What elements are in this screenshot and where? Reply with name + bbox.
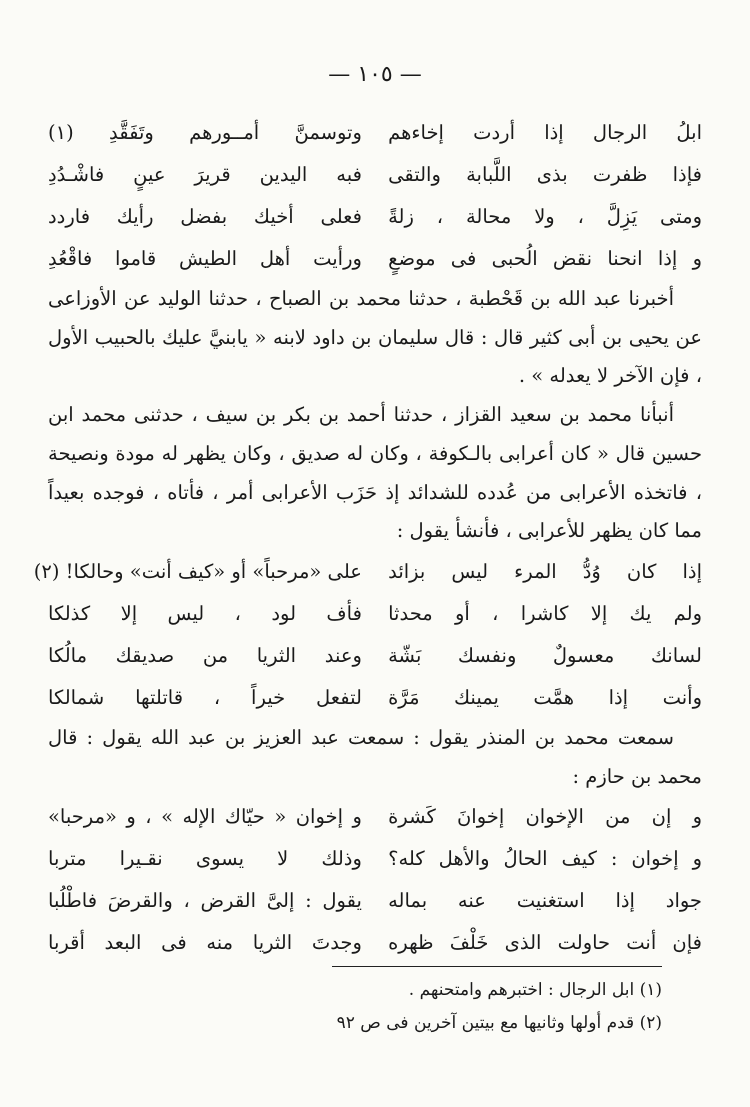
- second-hemistich: لتفعل خيراً ، قاتلتها شمالكا: [48, 685, 362, 709]
- verse: [48, 635, 702, 677]
- footnote: (١) ابل الرجال : اختبرهم وامتحنهم .: [408, 980, 662, 1000]
- footnote-divider: [332, 966, 662, 967]
- footnotes: [102, 974, 662, 1040]
- narration-paragraph: سمعت محمد بن المنذر يقول : سمعت عبد العزيز بن عبد الله يقول : قال محمد بن حازم :: [48, 725, 702, 788]
- narration-paragraph: أخبرنا عبد الله بن قَحْطبة ، حدثنا محمد بن الصباح ، حدثنا الوليد عن الأوزاعى عن يحيى بن أبى كثير قال : قال سليمان بن داود لابنه « يابنيَّ عليك بالحبيب الأول ، فإن الآخر لا يعدله » .: [48, 287, 702, 388]
- second-hemistich: فأف لود ، ليس إلا كذلكا: [48, 601, 362, 625]
- verse: [33, 551, 702, 593]
- second-hemistich: وجدتَ الثريا منه فى البعد أقربا: [48, 931, 362, 955]
- first-hemistich: فإذا ظفرت بذى اللَّبابة والتقى: [388, 163, 702, 186]
- first-hemistich: ومتى يَزِلَّ ، ولا محالة ، زلةً: [388, 205, 702, 228]
- first-hemistich: وأنت إذا همَّت يمينك مَرَّة: [388, 685, 702, 709]
- first-hemistich: و إذا انحنا نقض الُحبى فى موضعٍ: [388, 247, 702, 270]
- verse: [48, 593, 702, 635]
- poem-3: [48, 796, 702, 964]
- first-hemistich: ابلُ الرجال إذا أردت إخاءهم: [388, 121, 702, 144]
- poem-2: [33, 551, 702, 719]
- second-hemistich: فبه اليدين قريرَ عينٍ فاشْـدُدِ: [48, 163, 362, 186]
- first-hemistich: و إن من الإخوان إخوانَ كَشرة: [388, 805, 702, 829]
- verse: [48, 677, 702, 719]
- poem-1: [48, 112, 702, 280]
- footnote: (٢) قدم أولها وثانيها مع بيتين آخرين فى ص ٩٢: [336, 1013, 662, 1033]
- first-hemistich: جواد إذا استغنيت عنه بماله: [388, 889, 702, 913]
- first-hemistich: إذا كان وُدُّ المرء ليس بزائد: [388, 559, 702, 583]
- second-hemistich: ورأيت أهل الطيش قاموا فاقْعُدِ: [48, 247, 362, 270]
- second-hemistich: وتوسمنَّ أمــورهم وتَفَقَّدِ (١): [48, 121, 362, 144]
- narration-paragraph: أنبأنا محمد بن سعيد القزاز ، حدثنا أحمد بن بكر بن سيف ، حدثنى محمد ابن حسين قال « كان أعرابى بالـكوفة ، وكان له صديق ، وكان يظهر له مودة ونصيحة ، فاتخذه الأعرابى من عُدده للشدائد إذ حَزَب الأعرابى أمر ، فأتاه ، فوجده بعيداً مما كان يظهر للأعرابى ، فأنشأ يقول :: [48, 403, 702, 543]
- second-hemistich: وذلك لا يسوى نقـيرا متربا: [48, 847, 362, 871]
- verse: [48, 796, 702, 838]
- verse: [48, 196, 702, 238]
- second-hemistich: فعلى أخيك بفضل رأيك فاردد: [48, 205, 362, 228]
- verse: [48, 112, 702, 154]
- first-hemistich: و إخوان : كيف الحالُ والأهل كله؟: [388, 847, 702, 871]
- verse: [48, 880, 702, 922]
- second-hemistich: و إخوان « حيّاك الإله » ، و «مرحبا»: [48, 805, 362, 829]
- first-hemistich: ولم يك إلا كاشرا ، أو محدثا: [388, 601, 702, 625]
- verse: [48, 838, 702, 880]
- page-body: [33, 112, 702, 964]
- second-hemistich: وعند الثريا من صديقك مالُكا: [48, 643, 362, 667]
- verse: [48, 154, 702, 196]
- second-hemistich: على «مرحباً» أو «كيف أنت» وحالكا! (٢): [33, 559, 362, 583]
- first-hemistich: فإن أنت حاولت الذى خَلْفَ ظهره: [388, 931, 702, 955]
- verse: [48, 922, 702, 964]
- first-hemistich: لسانك معسولٌ ونفسك بَشّة: [388, 643, 702, 667]
- verse: [48, 238, 702, 280]
- second-hemistich: يقول : إلىَّ القرض ، والقرضَ فاطْلُبا: [48, 889, 362, 913]
- page-number: — ١٠٥ —: [328, 62, 422, 87]
